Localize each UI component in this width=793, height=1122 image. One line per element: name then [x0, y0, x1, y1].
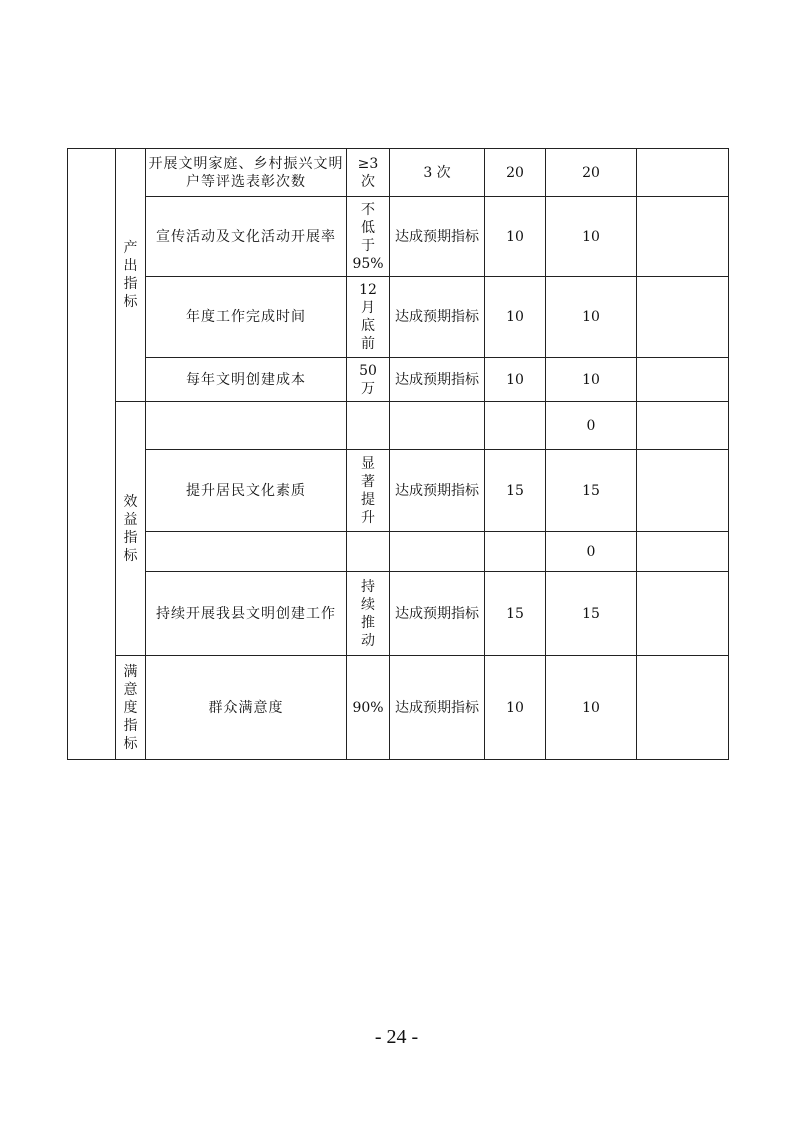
target-value-part: ≥3: [357, 155, 379, 172]
target-value-part: 前: [361, 336, 375, 352]
table-row: [68, 402, 729, 450]
remark: [637, 450, 729, 532]
target-value: [347, 358, 390, 402]
category-char: 出: [123, 258, 138, 274]
target-value-part: 推: [361, 614, 375, 631]
table-row: [68, 149, 729, 197]
weight-score: [485, 532, 546, 572]
target-value-part: 提: [361, 491, 375, 508]
actual-score: 10: [546, 358, 637, 402]
actual-value: 达成预期指标: [390, 656, 485, 760]
target-value-part: 50: [359, 362, 377, 379]
remark: [637, 572, 729, 656]
category-char: 指: [123, 717, 138, 734]
target-value: [347, 277, 390, 358]
indicator-name: 持续开展我县文明创建工作: [146, 572, 347, 656]
target-value-part: 续: [361, 596, 375, 613]
target-value-part: 万: [361, 380, 375, 397]
category-char: 满: [123, 663, 138, 680]
remark: [637, 656, 729, 760]
category-char: 指: [123, 529, 138, 546]
page-number: - 24 -: [374, 1026, 419, 1048]
target-value: [347, 532, 390, 572]
actual-value: 达成预期指标: [390, 358, 485, 402]
remark: [637, 532, 729, 572]
actual-value: 达成预期指标: [390, 450, 485, 532]
weight-score: [485, 402, 546, 450]
target-value: [347, 450, 390, 532]
actual-value: 3 次: [390, 149, 485, 197]
actual-score: 20: [546, 149, 637, 197]
actual-value: [390, 532, 485, 572]
indicator-name: 年度工作完成时间: [146, 277, 347, 358]
indicator-name: 群众满意度: [146, 656, 347, 760]
table-row: [68, 656, 729, 760]
category-char: 标: [123, 294, 138, 310]
actual-score: 10: [546, 197, 637, 277]
target-value-part: 月: [361, 300, 375, 316]
second-level-indicator-cell: [116, 402, 146, 656]
actual-score: 10: [546, 277, 637, 358]
actual-value: 达成预期指标: [390, 277, 485, 358]
category-char: 标: [123, 547, 138, 564]
weight-score: 20: [485, 149, 546, 197]
target-value-part: 不: [361, 201, 375, 218]
weight-score: 15: [485, 572, 546, 656]
indicator-name: 提升居民文化素质: [146, 450, 347, 532]
actual-score: 15: [546, 450, 637, 532]
target-value: [347, 197, 390, 277]
target-value-part: 次: [361, 173, 375, 190]
remark: [637, 149, 729, 197]
category-char: 指: [123, 276, 138, 292]
table-row: [68, 277, 729, 358]
indicator-name: 开展文明家庭、乡村振兴文明户等评选表彰次数: [146, 149, 347, 197]
indicator-name: 每年文明创建成本: [146, 358, 347, 402]
target-value: [347, 402, 390, 450]
target-value-part: 显: [361, 455, 375, 472]
second-level-indicator-cell: [116, 656, 146, 760]
indicator-name: [146, 532, 347, 572]
target-value: [347, 572, 390, 656]
target-value-part: 12: [359, 282, 377, 298]
category-char: 标: [123, 735, 138, 752]
remark: [637, 277, 729, 358]
actual-value: 达成预期指标: [390, 572, 485, 656]
weight-score: 10: [485, 277, 546, 358]
weight-score: 15: [485, 450, 546, 532]
target-value-part: 90%: [352, 699, 384, 716]
target-value-part: 持: [361, 578, 375, 595]
target-value-part: 升: [361, 509, 375, 526]
first-level-indicator-cell: [68, 149, 116, 760]
target-value-part: 著: [361, 473, 375, 490]
table-row: [68, 532, 729, 572]
target-value-part: 低: [361, 219, 375, 236]
actual-value: [390, 402, 485, 450]
table-row: [68, 358, 729, 402]
target-value: [347, 656, 390, 760]
category-char: 产: [123, 240, 138, 256]
actual-score: 0: [546, 532, 637, 572]
table-body: [68, 149, 729, 760]
target-value-part: 于: [361, 237, 375, 254]
second-level-indicator-cell: [116, 149, 146, 402]
table-row: [68, 450, 729, 532]
actual-value: 达成预期指标: [390, 197, 485, 277]
actual-score: 0: [546, 402, 637, 450]
performance-indicator-table: [67, 148, 729, 760]
remark: [637, 197, 729, 277]
remark: [637, 402, 729, 450]
indicator-name: 宣传活动及文化活动开展率: [146, 197, 347, 277]
category-char: 益: [123, 511, 138, 528]
weight-score: 10: [485, 358, 546, 402]
category-char: 度: [123, 699, 138, 716]
table-row: [68, 197, 729, 277]
target-value-part: 95%: [352, 255, 384, 272]
weight-score: 10: [485, 197, 546, 277]
target-value-part: 底: [361, 318, 375, 334]
actual-score: 15: [546, 572, 637, 656]
table-row: [68, 572, 729, 656]
target-value: [347, 149, 390, 197]
target-value-part: 动: [361, 632, 375, 649]
remark: [637, 358, 729, 402]
category-char: 效: [123, 493, 138, 510]
actual-score: 10: [546, 656, 637, 760]
indicator-name: [146, 402, 347, 450]
weight-score: 10: [485, 656, 546, 760]
category-char: 意: [123, 681, 138, 698]
